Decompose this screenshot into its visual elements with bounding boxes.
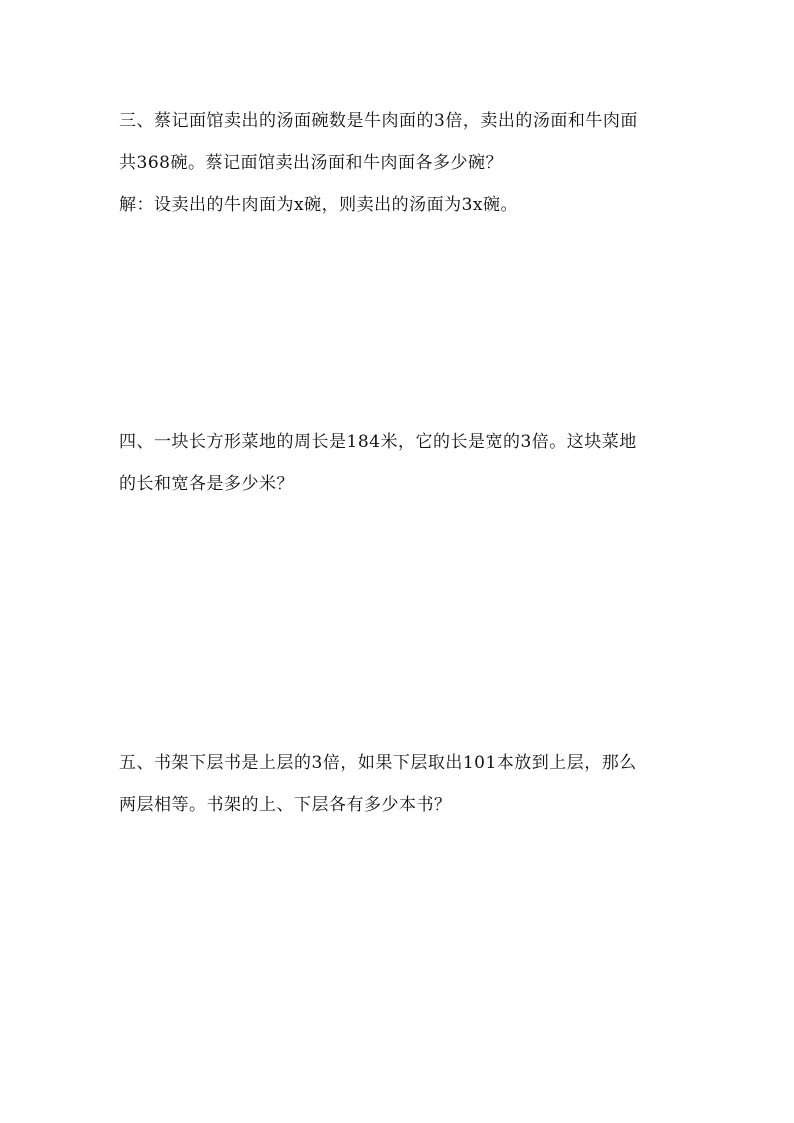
problem-four-line-1: 四、一块长方形菜地的周长是184米，它的长是宽的3倍。这块菜地 (119, 432, 637, 452)
problem-five-line-2: 两层相等。书架的上、下层各有多少本书？ (119, 795, 452, 815)
problem-four-line-2: 的长和宽各是多少米？ (119, 474, 294, 494)
problem-three-line-2: 共368碗。蔡记面馆卖出汤面和牛肉面各多少碗？ (119, 153, 503, 173)
problem-three (119, 100, 679, 226)
problem-five-line-1: 五、书架下层书是上层的3倍，如果下层取出101本放到上层，那么 (119, 753, 637, 773)
problem-five (119, 742, 679, 826)
problem-four (119, 421, 679, 505)
problem-three-line-1: 三、蔡记面馆卖出的汤面碗数是牛肉面的3倍，卖出的汤面和牛肉面 (119, 111, 638, 131)
problem-three-solution: 解：设卖出的牛肉面为x碗，则卖出的汤面为3x碗。 (119, 195, 518, 215)
